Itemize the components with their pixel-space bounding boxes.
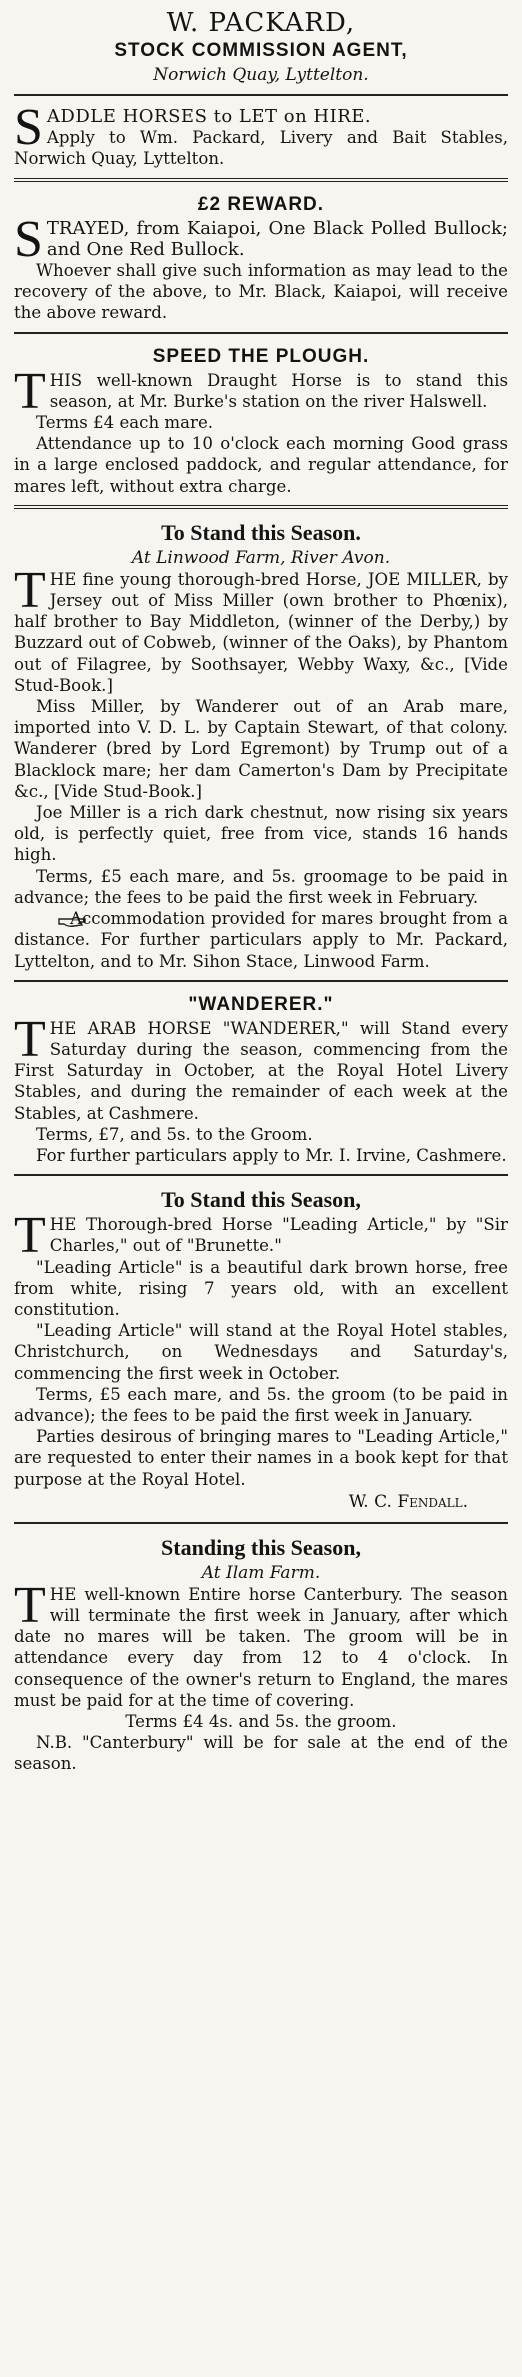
joe-miller-para2: Miss Miller, by Wanderer out of an Arab mare, imported into V. D. L. by Captain Stewart, of that colony. Wanderer (bred by Lord Egremont) by Trump out of a Blacklock mare; her dam Camerton's Dam by Precipitate &c., [Vide Stud-Book.] bbox=[14, 697, 508, 801]
divider bbox=[14, 1174, 508, 1176]
reward-headline: TRAYED, from Kaiapoi, One Black Polled Bullock; and One Red Bullock. bbox=[46, 217, 508, 260]
canterbury-ad bbox=[14, 1534, 508, 1775]
leading-article-para2: "Leading Article" is a beautiful dark brown horse, free from white, rising 7 years old, with an excellent constitution. bbox=[14, 1257, 508, 1319]
plough-headline: HIS well-known Draught Horse is to stand this season, at Mr. Burke's station on the river Halswell. bbox=[49, 370, 508, 411]
divider bbox=[14, 332, 508, 334]
packard-address: Norwich Quay, Lyttelton. bbox=[153, 65, 369, 85]
drop-cap: T bbox=[14, 1207, 46, 1265]
joe-miller-location: At Linwood Farm, River Avon. bbox=[131, 547, 391, 568]
wanderer-heading: "WANDERER." bbox=[188, 993, 334, 1015]
wanderer-para1: HE ARAB HORSE "WANDERER," will Stand every Saturday during the season, commencing from the First Saturday in October, at the Royal Hotel Livery Stables, and during the remainder of each week at the Stables, at Cashmere. bbox=[14, 1018, 508, 1123]
plough-terms: Terms £4 each mare. bbox=[36, 413, 214, 433]
drop-cap: T bbox=[14, 362, 46, 420]
drop-cap: T bbox=[14, 561, 46, 619]
divider bbox=[14, 505, 508, 509]
joe-miller-para4: Terms, £5 each mare, and 5s. groomage to be paid in advance; the fees to be paid the first week in February. bbox=[14, 866, 508, 907]
canterbury-heading: Standing this Season, bbox=[161, 1534, 361, 1560]
drop-cap: T bbox=[14, 1576, 46, 1634]
leading-article-para4: Terms, £5 each mare, and 5s. the groom (to be paid in advance); the fees to be paid the first week in January. bbox=[14, 1384, 508, 1425]
leading-article-para3: "Leading Article" will stand at the Royal Hotel stables, Christchurch, on Wednesdays and Saturday's, commencing the first week in October. bbox=[14, 1321, 508, 1383]
saddle-headline: ADDLE HORSES to LET on HIRE. bbox=[46, 106, 372, 127]
packard-title: STOCK COMMISSION AGENT, bbox=[114, 40, 408, 61]
plough-body: Attendance up to 10 o'clock each morning Good grass in a large enclosed paddock, and regular attendance, for mares left, without extra charge. bbox=[14, 434, 508, 496]
wanderer-para3: For further particulars apply to Mr. I. Irvine, Cashmere. bbox=[36, 1145, 507, 1165]
saddle-body: Apply to Wm. Packard, Livery and Bait Stables, Norwich Quay, Lyttelton. bbox=[14, 128, 508, 169]
pointing-hand-icon bbox=[36, 913, 64, 927]
leading-article-heading: To Stand this Season, bbox=[161, 1187, 361, 1213]
canterbury-para1: HE well-known Entire horse Canterbury. The season will terminate the first week in January, after which date no mares will be taken. The groom will be in attendance every day from 12 to 4 o'clock. In consequence of the owner's return to England, the mares must be paid for at the time of covering. bbox=[14, 1584, 508, 1710]
canterbury-nb: N.B. "Canterbury" will be for sale at the end of the season. bbox=[14, 1733, 508, 1774]
saddle-horses-ad bbox=[14, 99, 508, 170]
canterbury-terms: Terms £4 4s. and 5s. the groom. bbox=[125, 1711, 397, 1731]
packard-ad bbox=[14, 8, 508, 86]
canterbury-location: At Ilam Farm. bbox=[201, 1562, 321, 1583]
plough-heading: SPEED THE PLOUGH. bbox=[152, 345, 370, 367]
drop-cap: T bbox=[14, 1010, 46, 1068]
drop-cap: S bbox=[14, 210, 43, 268]
reward-body: Whoever shall give such information as may lead to the recovery of the above, to Mr. Black, Kaiapoi, will receive the above reward. bbox=[14, 261, 508, 323]
joe-miller-para5-wrap bbox=[14, 908, 508, 972]
divider bbox=[14, 980, 508, 982]
leading-article-ad bbox=[14, 1186, 508, 1514]
joe-miller-para3: Joe Miller is a rich dark chestnut, now rising six years old, is perfectly quiet, free from vice, stands 16 hands high. bbox=[14, 803, 508, 865]
reward-ad bbox=[14, 192, 508, 324]
newspaper-column bbox=[14, 0, 508, 1775]
joe-miller-para1: HE fine young thorough-bred Horse, JOE MILLER, by Jersey out of Miss Miller (own brother to Phœnix), half brother to Bay Middleton, (winner of the Derby,) by Buzzard out of Cobweb, (winner of the Oaks), by Phantom out of Filagree, by Soothsayer, Webby Waxy, &c., [Vide Stud-Book.] bbox=[14, 569, 508, 695]
reward-heading: £2 REWARD. bbox=[197, 193, 325, 215]
divider bbox=[14, 1522, 508, 1524]
signature: W. C. Fendall. bbox=[348, 1491, 468, 1512]
joe-miller-heading: To Stand this Season. bbox=[161, 519, 361, 545]
leading-article-para1: HE Thorough-bred Horse "Leading Article," by "Sir Charles," out of "Brunette." bbox=[49, 1215, 508, 1256]
drop-cap: S bbox=[14, 99, 43, 156]
divider bbox=[14, 94, 508, 96]
speed-plough-ad bbox=[14, 344, 508, 497]
leading-article-para5: Parties desirous of bringing mares to "Leading Article," are requested to enter their names in a book kept for that purpose at the Royal Hotel. bbox=[14, 1427, 508, 1489]
divider bbox=[14, 178, 508, 182]
wanderer-para2: Terms, £7, and 5s. to the Groom. bbox=[36, 1124, 313, 1144]
packard-name: W. PACKARD, bbox=[166, 8, 356, 38]
joe-miller-para5: Accommodation provided for mares brought from a distance. For further particulars apply to Mr. Packard, Lyttelton, and to Mr. Sihon Stace, Linwood Farm. bbox=[14, 909, 508, 971]
joe-miller-ad bbox=[14, 519, 508, 972]
wanderer-ad bbox=[14, 992, 508, 1166]
